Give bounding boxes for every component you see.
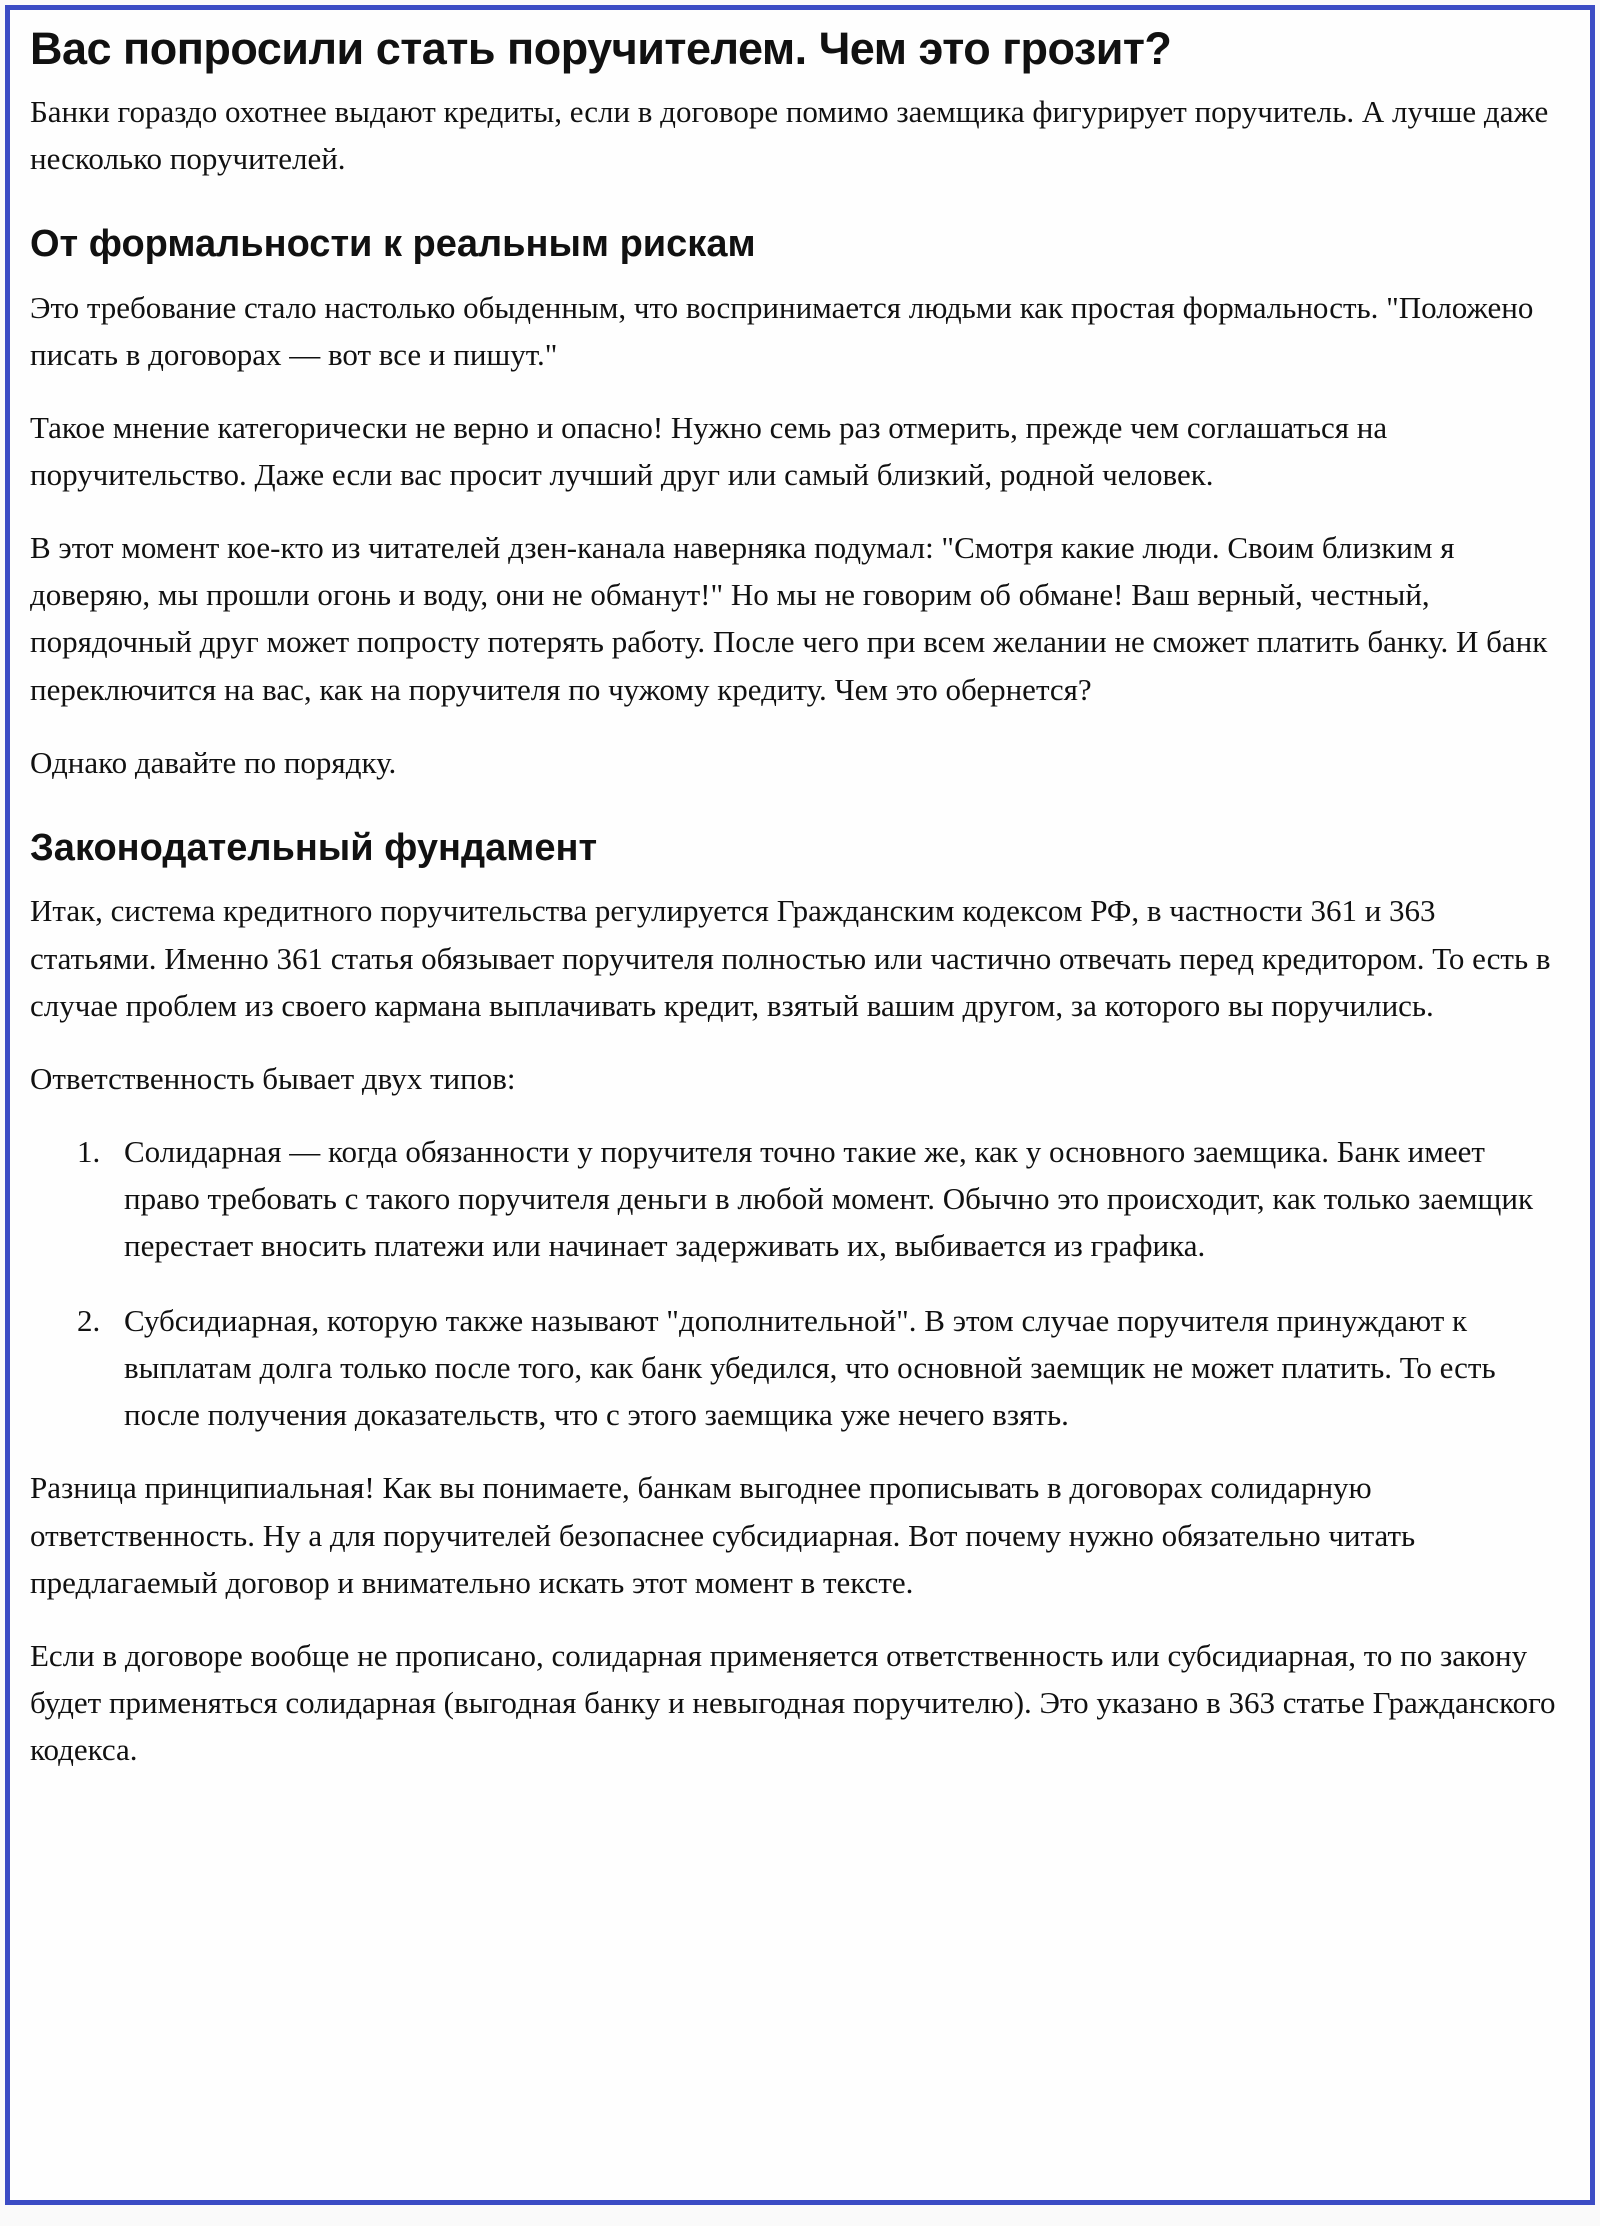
paragraph: В этот момент кое-кто из читателей дзен-канала наверняка подумал: "Смотря какие люди. Своим близким я доверяю, мы прошли огонь и воду, они не обманут!" Но мы не говорим об обмане! Ваш верный, честный, порядочный друг может попросту потерять работу. После чего при всем желании не сможет платить банку. И банк переключится на вас, как на поручителя по чужому кредиту. Чем это обернется?: [30, 530, 1548, 707]
paragraph: Это требование стало настолько обыденным, что воспринимается людьми как простая формальность. "Положено писать в договорах — вот все и пишут.": [30, 289, 1534, 372]
list-item: 2. Субсидиарная, которую также называют "дополнительной". В этом случае поручителя принуждают к выплатам долга только после того, как банк убедился, что основной заемщик не может платить. То есть после получения доказательств, что с этого заемщика уже нечего взять.: [108, 1297, 1568, 1438]
section-heading: От формальности к реальным рискам: [30, 223, 756, 266]
list-item: 1. Солидарная — когда обязанности у поручителя точно такие же, как у основного заемщика. Банк имеет право требовать с такого поручителя деньги в любой момент. Обычно это происходит, как только заемщик перестает вносить платежи или начинает задерживать их, выбивается из графика.: [108, 1128, 1568, 1269]
paragraph: Однако давайте по порядку.: [30, 744, 397, 780]
paragraph: Итак, система кредитного поручительства регулируется Гражданским кодексом РФ, в частности 361 и 363 статьями. Именно 361 статья обязывает поручителя полностью или частично отвечать перед кредитором. То есть в случае проблем из своего кармана выплачивать кредит, взятый вашим другом, за которого вы поручились.: [30, 893, 1551, 1023]
article-container: [5, 5, 1595, 2205]
paragraph: Такое мнение категорически не верно и опасно! Нужно семь раз отмерить, прежде чем соглашаться на поручительство. Даже если вас просит лучший друг или самый близкий, родной человек.: [30, 410, 1388, 493]
section-legal-foundation: [30, 826, 1568, 1773]
article-title: Вас попросили стать поручителем. Чем это грозит?: [30, 23, 1172, 74]
responsibility-types-list: [30, 1128, 1568, 1439]
section-heading: Законодательный фундамент: [30, 826, 598, 869]
paragraph: Если в договоре вообще не прописано, солидарная применяется ответственность или субсидиарная, то по закону будет применяться солидарная (выгодная банку и невыгодная поручителю). Это указано в 363 статье Гражданского кодекса.: [30, 1637, 1556, 1768]
paragraph: Ответственность бывает двух типов:: [30, 1060, 516, 1096]
paragraph: Разница принципиальная! Как вы понимаете, банкам выгоднее прописывать в договорах солидарную ответственность. Ну а для поручителей безопаснее субсидиарная. Вот почему нужно обязательно читать предлагаемый договор и внимательно искать этот момент в тексте.: [30, 1470, 1416, 1600]
intro-paragraph: Банки гораздо охотнее выдают кредиты, если в договоре помимо заемщика фигурирует поручитель. А лучше даже несколько поручителей.: [30, 94, 1549, 177]
section-formality-to-risks: [30, 222, 1568, 786]
